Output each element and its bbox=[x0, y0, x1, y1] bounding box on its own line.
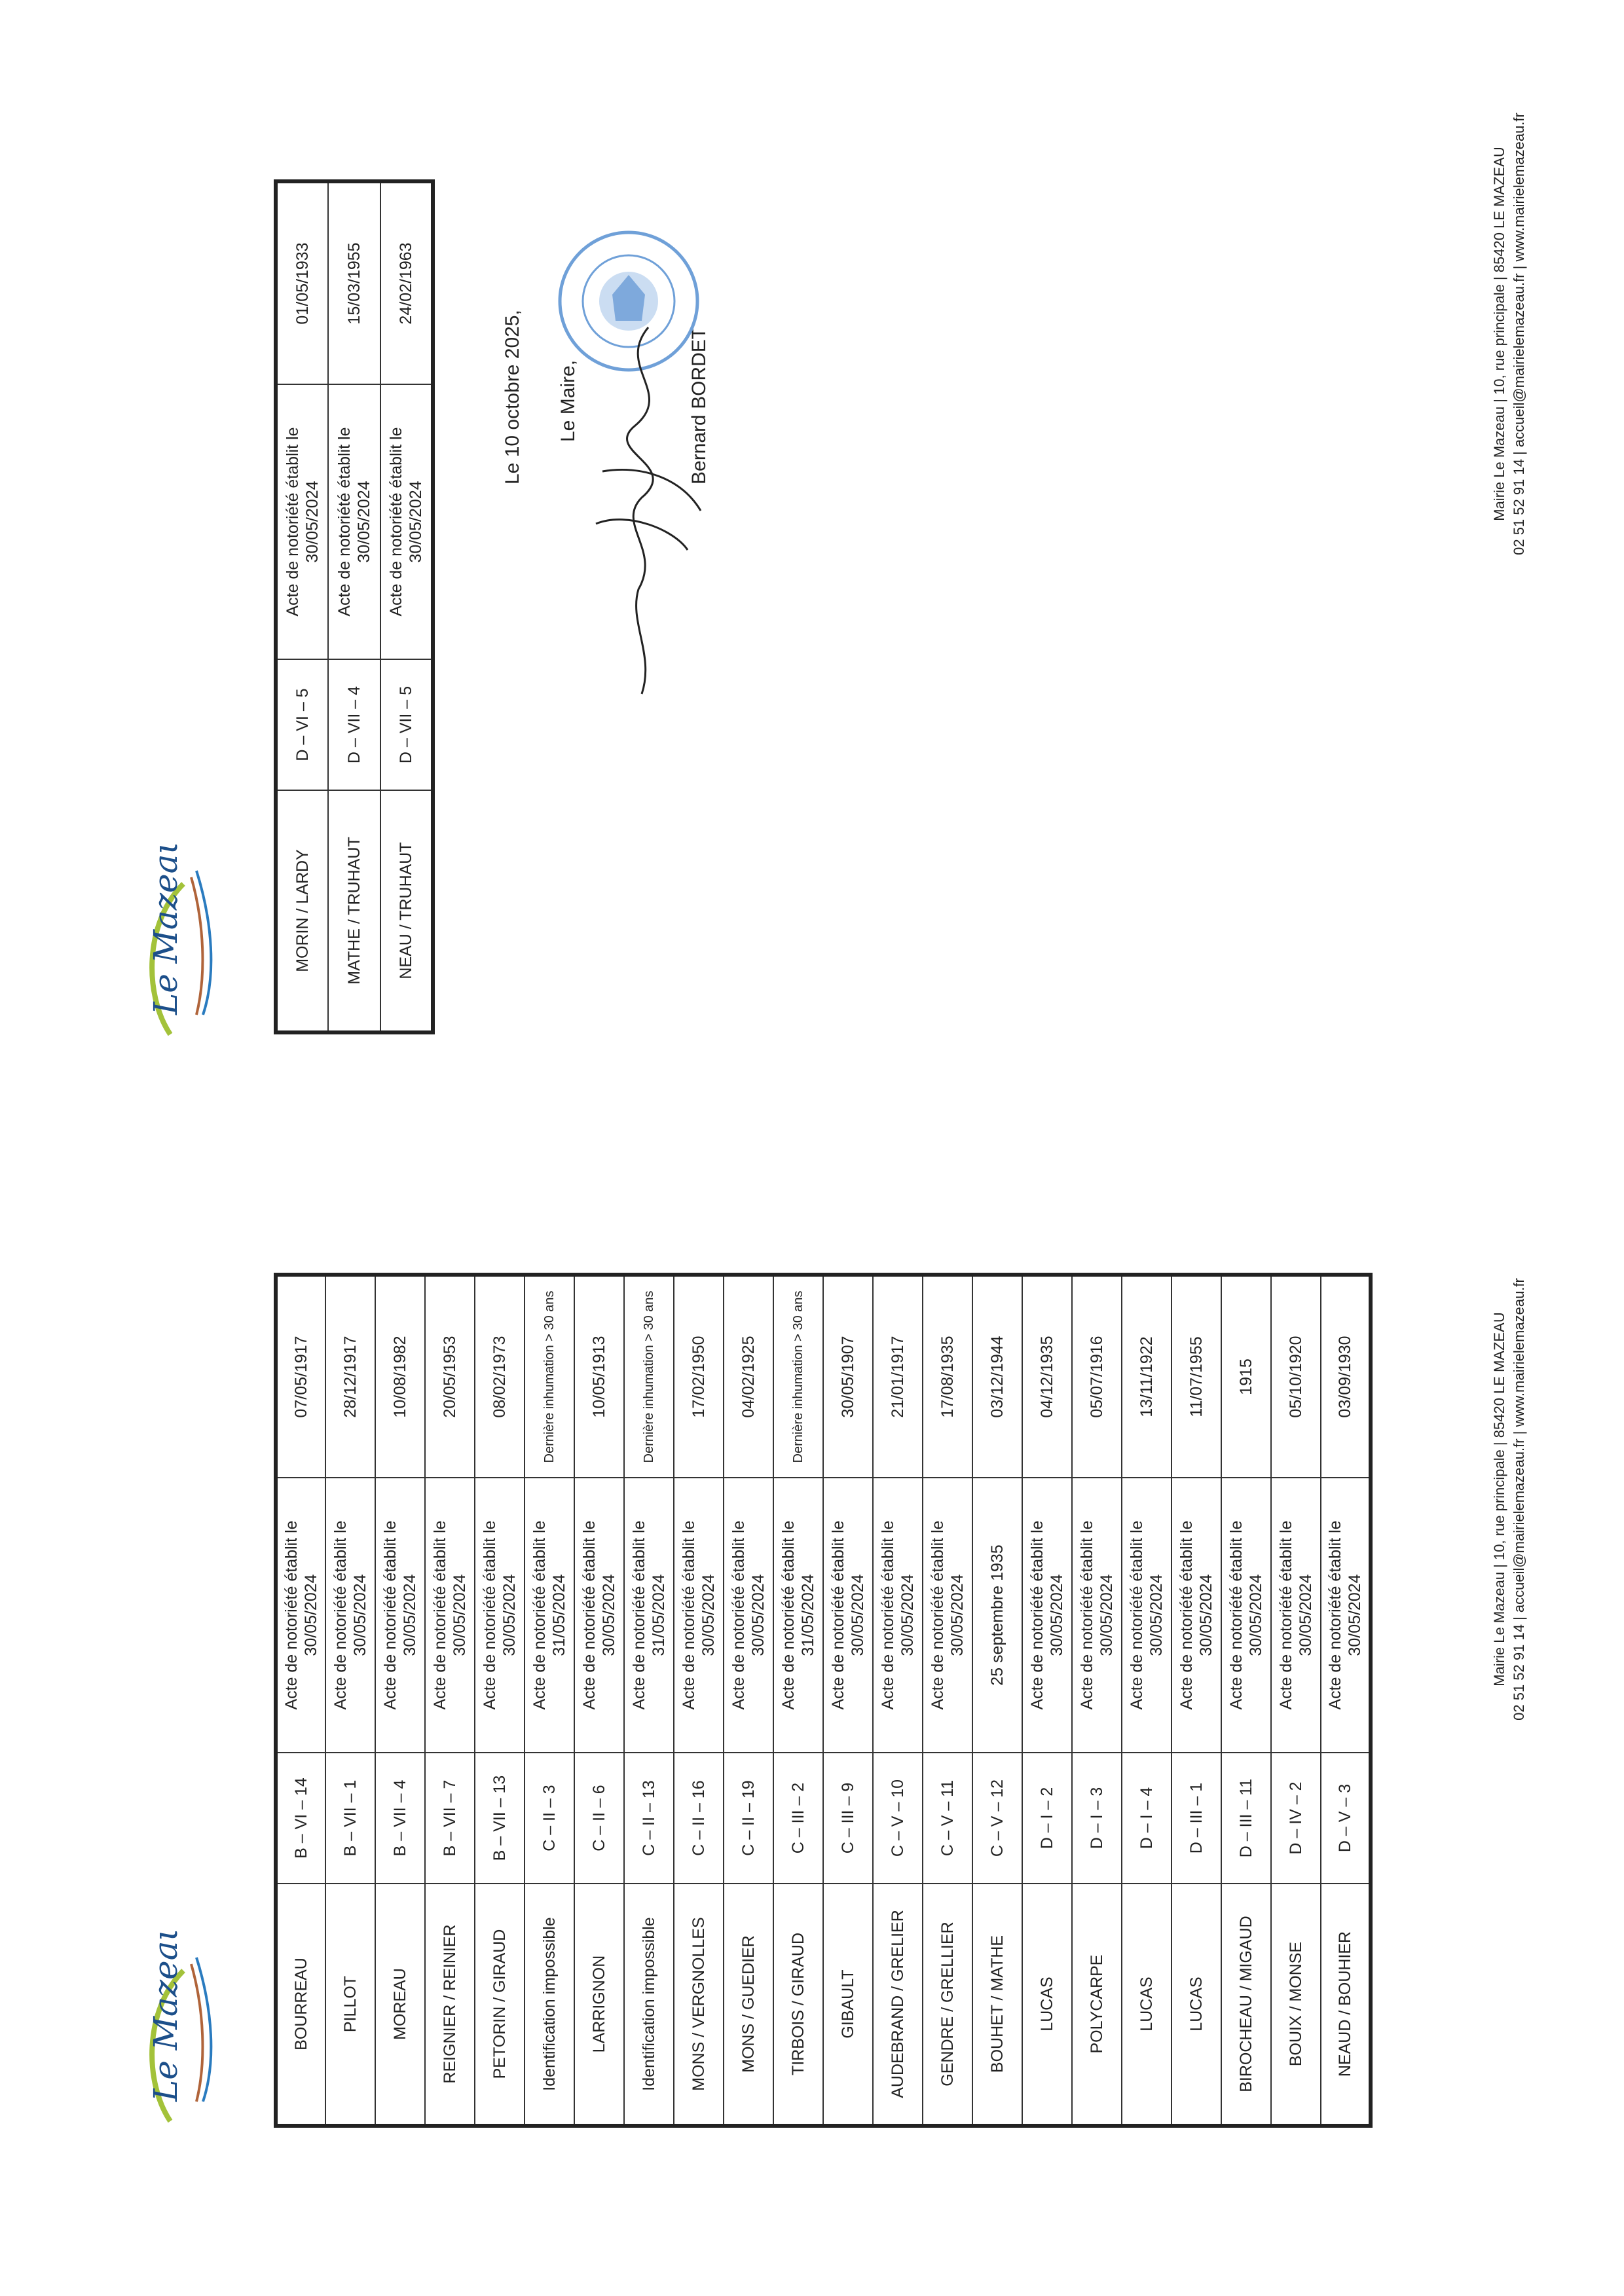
family-name-cell: LUCAS bbox=[1172, 1884, 1221, 2126]
family-name-cell: Identification impossible bbox=[525, 1884, 574, 2126]
date-cell: 10/08/1982 bbox=[375, 1275, 425, 1478]
footer-right bbox=[1490, 0, 1529, 773]
date-cell: 05/07/1916 bbox=[1072, 1275, 1122, 1478]
footer-left-line1: Mairie Le Mazeau | 10, rue principale | 85420 LE MAZEAU bbox=[1491, 1312, 1507, 1686]
table-row bbox=[328, 181, 380, 1032]
family-name-cell: PETORIN / GIRAUD bbox=[475, 1884, 525, 2126]
plot-cell: B – VII – 1 bbox=[325, 1753, 375, 1884]
deed-cell: Acte de notoriété établit le 30/05/2024 bbox=[1072, 1478, 1122, 1753]
table-row bbox=[873, 1275, 923, 2126]
plot-cell: C – V – 10 bbox=[873, 1753, 923, 1884]
plot-cell: B – VI – 14 bbox=[276, 1753, 325, 1884]
deed-cell: Acte de notoriété établit le 30/05/2024 bbox=[1271, 1478, 1321, 1753]
family-name-cell: AUDEBRAND / GRELIER bbox=[873, 1884, 923, 2126]
deed-cell: Acte de notoriété établit le 30/05/2024 bbox=[674, 1478, 724, 1753]
plot-cell: B – VII – 13 bbox=[475, 1753, 525, 1884]
plot-cell: B – VII – 7 bbox=[425, 1753, 475, 1884]
deed-cell: 25 septembre 1935 bbox=[972, 1478, 1022, 1753]
family-name-cell: MONS / GUEDIER bbox=[724, 1884, 773, 2126]
family-name-cell: GENDRE / GRELLIER bbox=[923, 1884, 972, 2126]
deed-cell: Acte de notoriété établit le 31/05/2024 bbox=[525, 1478, 574, 1753]
svg-text:Le Mazeau: Le Mazeau bbox=[147, 845, 185, 1015]
plot-cell: C – II – 6 bbox=[574, 1753, 624, 1884]
deed-cell: Acte de notoriété établit le 30/05/2024 bbox=[923, 1478, 972, 1753]
date-cell: 15/03/1955 bbox=[328, 181, 380, 384]
family-name-cell: MORIN / LARDY bbox=[276, 790, 328, 1032]
deed-cell: Acte de notoriété établit le 30/05/2024 bbox=[1022, 1478, 1072, 1753]
date-cell: 07/05/1917 bbox=[276, 1275, 325, 1478]
date-cell: 17/08/1935 bbox=[923, 1275, 972, 1478]
deed-cell: Acte de notoriété établit le 30/05/2024 bbox=[328, 384, 380, 659]
family-name-cell: BOUIX / MONSE bbox=[1271, 1884, 1321, 2126]
deed-cell: Acte de notoriété établit le 30/05/2024 bbox=[380, 384, 433, 659]
deed-cell: Acte de notoriété établit le 30/05/2024 bbox=[325, 1478, 375, 1753]
table-row bbox=[624, 1275, 674, 2126]
plot-cell: C – V – 12 bbox=[972, 1753, 1022, 1884]
family-name-cell: LUCAS bbox=[1022, 1884, 1072, 2126]
footer-right-line1: Mairie Le Mazeau | 10, rue principale | 85420 LE MAZEAU bbox=[1491, 147, 1507, 521]
table-left-wrapper bbox=[274, 1273, 1373, 2128]
deed-cell: Acte de notoriété établit le 30/05/2024 bbox=[475, 1478, 525, 1753]
date-cell: 03/12/1944 bbox=[972, 1275, 1022, 1478]
plot-cell: D – I – 2 bbox=[1022, 1753, 1072, 1884]
plot-cell: D – III – 11 bbox=[1221, 1753, 1271, 1884]
table-row bbox=[674, 1275, 724, 2126]
plot-cell: C – II – 3 bbox=[525, 1753, 574, 1884]
deed-cell: Acte de notoriété établit le 30/05/2024 bbox=[425, 1478, 475, 1753]
logo-left bbox=[131, 1931, 236, 2128]
date-cell: 28/12/1917 bbox=[325, 1275, 375, 1478]
date-cell: Dernière inhumation > 30 ans bbox=[525, 1275, 574, 1478]
family-name-cell: Identification impossible bbox=[624, 1884, 674, 2126]
plot-cell: D – V – 3 bbox=[1321, 1753, 1371, 1884]
deed-cell: Acte de notoriété établit le 31/05/2024 bbox=[624, 1478, 674, 1753]
table-left bbox=[274, 1273, 1373, 2128]
deed-cell: Acte de notoriété établit le 30/05/2024 bbox=[276, 384, 328, 659]
signature-date bbox=[501, 310, 525, 484]
handwritten-signature bbox=[576, 314, 707, 707]
table-row bbox=[525, 1275, 574, 2126]
table-row bbox=[1122, 1275, 1172, 2126]
date-cell: 01/05/1933 bbox=[276, 181, 328, 384]
plot-cell: C – III – 9 bbox=[823, 1753, 873, 1884]
family-name-cell: GIBAULT bbox=[823, 1884, 873, 2126]
deed-cell: Acte de notoriété établit le 30/05/2024 bbox=[873, 1478, 923, 1753]
table-row bbox=[276, 1275, 325, 2126]
table-row bbox=[823, 1275, 873, 2126]
date-cell: 17/02/1950 bbox=[674, 1275, 724, 1478]
date-cell: Dernière inhumation > 30 ans bbox=[624, 1275, 674, 1478]
table-right-wrapper bbox=[274, 179, 435, 1034]
plot-cell: B – VII – 4 bbox=[375, 1753, 425, 1884]
table-row bbox=[1221, 1275, 1271, 2126]
date-cell: 04/12/1935 bbox=[1022, 1275, 1072, 1478]
plot-cell: D – III – 1 bbox=[1172, 1753, 1221, 1884]
footer-left bbox=[1490, 1061, 1529, 1938]
deed-cell: Acte de notoriété établit le 30/05/2024 bbox=[1321, 1478, 1371, 1753]
deed-cell: Acte de notoriété établit le 31/05/2024 bbox=[773, 1478, 823, 1753]
family-name-cell: PILLOT bbox=[325, 1884, 375, 2126]
family-name-cell: POLYCARPE bbox=[1072, 1884, 1122, 2126]
table-row bbox=[1321, 1275, 1371, 2126]
footer-right-line2: 02 51 52 91 14 | accueil@mairielemazeau.fr | www.mairielemazeau.fr bbox=[1511, 113, 1527, 555]
deed-cell: Acte de notoriété établit le 30/05/2024 bbox=[1122, 1478, 1172, 1753]
date-cell: Dernière inhumation > 30 ans bbox=[773, 1275, 823, 1478]
date-cell: 10/05/1913 bbox=[574, 1275, 624, 1478]
signature-date-text: Le 10 octobre 2025, bbox=[502, 310, 523, 484]
mayor-name: Bernard BORDET bbox=[688, 327, 710, 484]
date-cell: 24/02/1963 bbox=[380, 181, 433, 384]
table-row bbox=[425, 1275, 475, 2126]
svg-text:Le Mazeau: Le Mazeau bbox=[147, 1931, 185, 2102]
date-cell: 20/05/1953 bbox=[425, 1275, 475, 1478]
logo-right bbox=[131, 845, 236, 1041]
plot-cell: C – II – 19 bbox=[724, 1753, 773, 1884]
deed-cell: Acte de notoriété établit le 30/05/2024 bbox=[1221, 1478, 1271, 1753]
table-row bbox=[325, 1275, 375, 2126]
table-row bbox=[574, 1275, 624, 2126]
family-name-cell: NEAU / TRUHAUT bbox=[380, 790, 433, 1032]
plot-cell: C – II – 16 bbox=[674, 1753, 724, 1884]
plot-cell: C – III – 2 bbox=[773, 1753, 823, 1884]
date-cell: 04/02/1925 bbox=[724, 1275, 773, 1478]
plot-cell: C – II – 13 bbox=[624, 1753, 674, 1884]
deed-cell: Acte de notoriété établit le 30/05/2024 bbox=[823, 1478, 873, 1753]
table-row bbox=[475, 1275, 525, 2126]
family-name-cell: LARRIGNON bbox=[574, 1884, 624, 2126]
date-cell: 05/10/1920 bbox=[1271, 1275, 1321, 1478]
date-cell: 21/01/1917 bbox=[873, 1275, 923, 1478]
date-cell: 13/11/1922 bbox=[1122, 1275, 1172, 1478]
table-row bbox=[773, 1275, 823, 2126]
family-name-cell: LUCAS bbox=[1122, 1884, 1172, 2126]
deed-cell: Acte de notoriété établit le 30/05/2024 bbox=[1172, 1478, 1221, 1753]
family-name-cell: REIGNIER / REINIER bbox=[425, 1884, 475, 2126]
table-row bbox=[1022, 1275, 1072, 2126]
table-right bbox=[274, 179, 435, 1034]
table-row bbox=[375, 1275, 425, 2126]
table-row bbox=[1172, 1275, 1221, 2126]
family-name-cell: MOREAU bbox=[375, 1884, 425, 2126]
table-row bbox=[724, 1275, 773, 2126]
family-name-cell: NEAUD / BOUHIER bbox=[1321, 1884, 1371, 2126]
family-name-cell: BOURREAU bbox=[276, 1884, 325, 2126]
plot-cell: D – I – 3 bbox=[1072, 1753, 1122, 1884]
date-cell: 30/05/1907 bbox=[823, 1275, 873, 1478]
table-row bbox=[1271, 1275, 1321, 2126]
plot-cell: D – VI – 5 bbox=[276, 659, 328, 790]
family-name-cell: TIRBOIS / GIRAUD bbox=[773, 1884, 823, 2126]
deed-cell: Acte de notoriété établit le 30/05/2024 bbox=[276, 1478, 325, 1753]
family-name-cell: MATHE / TRUHAUT bbox=[328, 790, 380, 1032]
family-name-cell: MONS / VERGNOLLES bbox=[674, 1884, 724, 2126]
deed-cell: Acte de notoriété établit le 30/05/2024 bbox=[724, 1478, 773, 1753]
date-cell: 11/07/1955 bbox=[1172, 1275, 1221, 1478]
plot-cell: D – I – 4 bbox=[1122, 1753, 1172, 1884]
date-cell: 1915 bbox=[1221, 1275, 1271, 1478]
table-row bbox=[276, 181, 328, 1032]
footer-left-line2: 02 51 52 91 14 | accueil@mairielemazeau.fr | www.mairielemazeau.fr bbox=[1511, 1278, 1527, 1721]
table-row bbox=[380, 181, 433, 1032]
table-row bbox=[972, 1275, 1022, 2126]
plot-cell: C – V – 11 bbox=[923, 1753, 972, 1884]
deed-cell: Acte de notoriété établit le 30/05/2024 bbox=[375, 1478, 425, 1753]
plot-cell: D – VII – 4 bbox=[328, 659, 380, 790]
signature-title-text: Le Maire, bbox=[557, 359, 579, 442]
date-cell: 03/09/1930 bbox=[1321, 1275, 1371, 1478]
table-row bbox=[1072, 1275, 1122, 2126]
plot-cell: D – IV – 2 bbox=[1271, 1753, 1321, 1884]
table-row bbox=[923, 1275, 972, 2126]
date-cell: 08/02/1973 bbox=[475, 1275, 525, 1478]
family-name-cell: BOUHET / MATHE bbox=[972, 1884, 1022, 2126]
deed-cell: Acte de notoriété établit le 30/05/2024 bbox=[574, 1478, 624, 1753]
plot-cell: D – VII – 5 bbox=[380, 659, 433, 790]
family-name-cell: BIROCHEAU / MIGAUD bbox=[1221, 1884, 1271, 2126]
